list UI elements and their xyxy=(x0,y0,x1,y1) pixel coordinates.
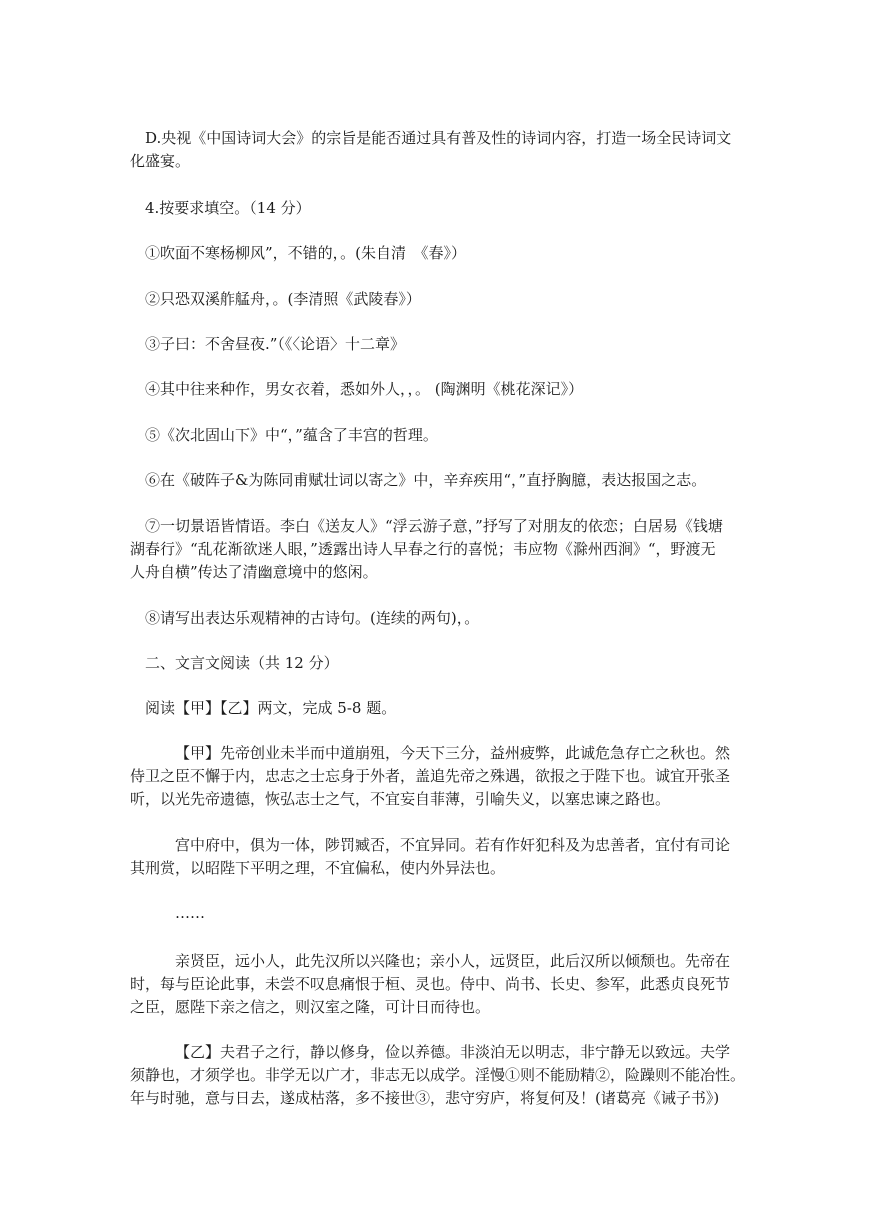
text-line: 4.按要求填空。（14 分） xyxy=(145,199,311,217)
text-line: 二、文言文阅读（共 12 分） xyxy=(145,654,339,672)
text-line: D.央视《中国诗词大会》的宗旨是能否通过具有普及性的诗词内容，打造一场全民诗词文 xyxy=(145,129,732,147)
text-line: ②只恐双溪舴艋舟，。(李清照《武陵春》） xyxy=(145,290,421,308)
text-line: ③子曰：不舍昼夜.”（《〈论语〉十二章》 xyxy=(145,335,405,353)
fill-blank-item xyxy=(130,333,740,356)
fill-blank-item xyxy=(130,378,740,401)
fill-blank-item xyxy=(130,424,740,447)
text-line: 化盛宴。 xyxy=(130,152,191,170)
fill-blank-item xyxy=(130,515,740,584)
text-line: ⑥在《破阵子&为陈同甫赋壮词以寄之》中，辛弃疾用“，”直抒胸臆，表达报国之志。 xyxy=(145,471,707,489)
text-line: 听，以光先帝遗德，恢弘志士之气，不宜妄自菲薄，引喻失义，以塞忠谏之路也。 xyxy=(130,790,671,808)
text-line: 年与时驰，意与日去，遂成枯落，多不接世③，悲守穷庐，将复何及！(诸葛亮《诫子书》) xyxy=(130,1089,720,1107)
text-line: 人舟自横”传达了清幽意境中的悠闲。 xyxy=(130,563,378,581)
passage-jia-paragraph xyxy=(130,834,740,880)
text-line: 侍卫之臣不懈于内，忠志之士忘身于外者，盖追先帝之殊遇，欲报之于陛下也。诚宜开张圣 xyxy=(130,767,731,785)
text-line: ①吹面不寒杨柳风”，不错的，。(朱自清 《春》） xyxy=(145,244,467,262)
text-line: 【甲】先帝创业未半而中道崩殂，今天下三分，益州疲弊，此诚危急存亡之秋也。然 xyxy=(175,744,731,762)
section-2-heading xyxy=(130,652,740,675)
fill-blank-item xyxy=(130,242,740,265)
fill-blank-item xyxy=(130,469,740,492)
passage-jia-paragraph xyxy=(130,950,740,1019)
text-line: 时，每与臣论此事，未尝不叹息痛恨于桓、灵也。侍中、尚书、长史、参军，此悉贞良死节 xyxy=(130,975,731,993)
passage-jia-ellipsis xyxy=(130,902,740,925)
text-line: 其刑赏，以昭陛下平明之理，不宜偏私，使内外异法也。 xyxy=(130,859,506,877)
fill-blank-item xyxy=(130,607,740,630)
fill-blank-item xyxy=(130,288,740,311)
text-line: ④其中往来种作，男女衣着，悉如外人，，。 (陶渊明《桃花深记》） xyxy=(145,380,584,398)
text-line: 湖春行》“乱花渐欲迷人眼，”透露出诗人早春之行的喜悦；韦应物《滁州西涧》“，野渡无 xyxy=(130,540,716,558)
text-line: 之臣，愿陛下亲之信之，则汉室之隆，可计日而待也。 xyxy=(130,998,491,1016)
text-line: ⑤《次北固山下》中“，”蕴含了丰宫的哲理。 xyxy=(145,426,438,444)
text-line: ⑧请写出表达乐观精神的古诗句。(连续的两句)，。 xyxy=(145,609,480,627)
text-line: 【乙】夫君子之行，静以修身，俭以养德。非淡泊无以明志，非宁静无以致远。夫学 xyxy=(175,1043,731,1061)
question-4-heading xyxy=(130,197,740,220)
text-line: 阅读【甲】【乙】两文，完成 5-8 题。 xyxy=(145,699,397,717)
text-line: ⑦一切景语皆情语。李白《送友人》“浮云游子意，”抒写了对朋友的依恋；白居易《钱塘 xyxy=(145,517,723,535)
text-line: 亲贤臣，远小人，此先汉所以兴隆也；亲小人，远贤臣，此后汉所以倾颓也。先帝在 xyxy=(175,952,731,970)
passage-jia-paragraph xyxy=(130,742,740,811)
text-line: 宫中府中，俱为一体，陟罚臧否，不宜异同。若有作奸犯科及为忠善者，宜付有司论 xyxy=(175,836,731,854)
reading-instruction xyxy=(130,697,740,720)
text-line: 须静也，才须学也。非学无以广才，非志无以成学。淫慢①则不能励精②，险躁则不能冶性。 xyxy=(130,1066,746,1084)
passage-yi-paragraph xyxy=(130,1041,746,1110)
text-line: …… xyxy=(175,904,205,922)
option-d-paragraph xyxy=(130,127,740,173)
